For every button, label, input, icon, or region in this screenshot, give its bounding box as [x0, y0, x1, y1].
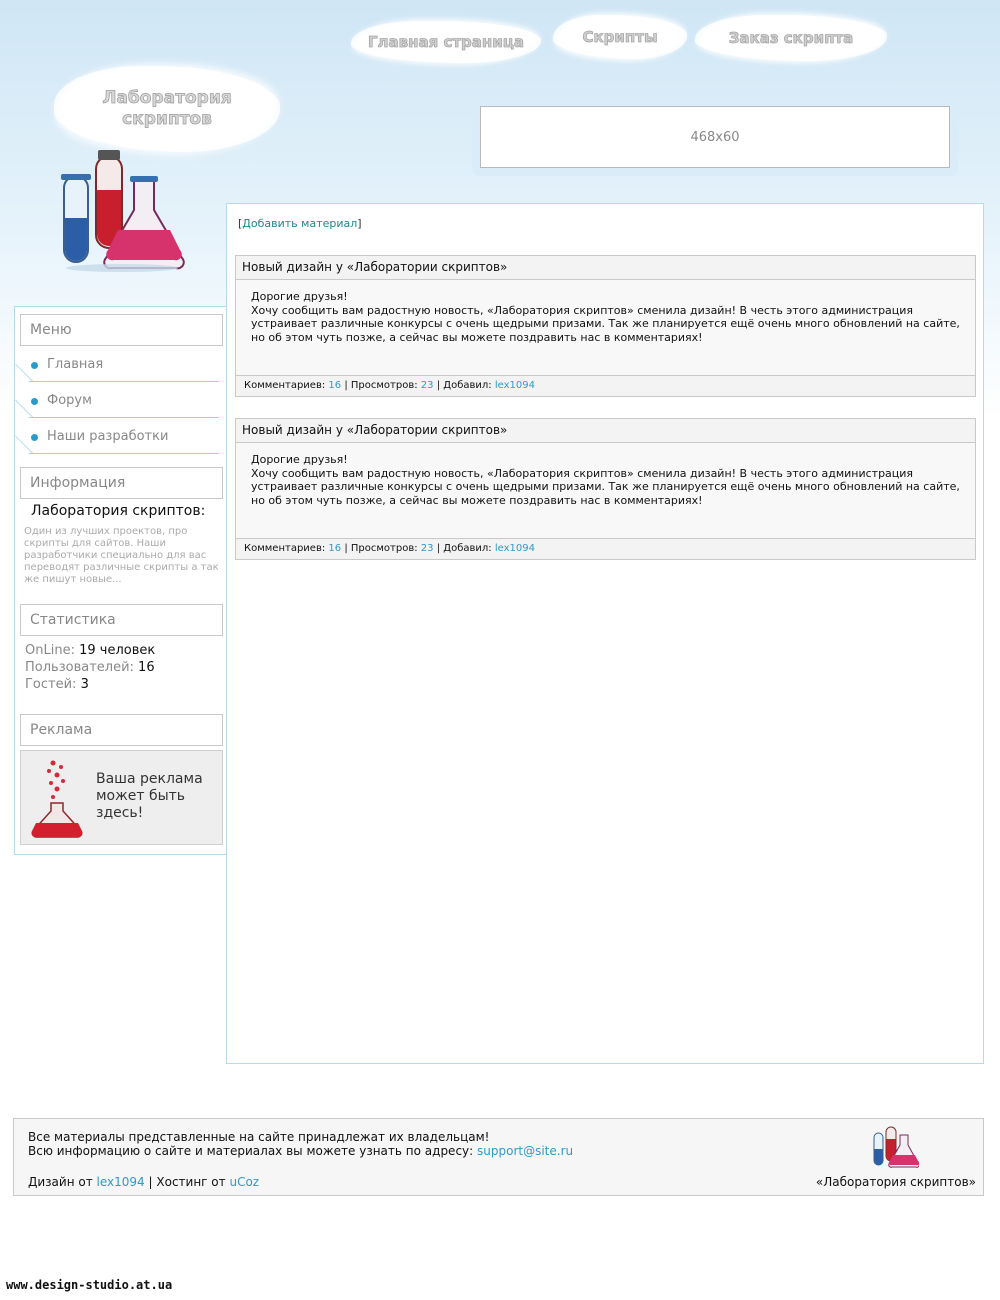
ad-text: Ваша реклама может быть здесь! [96, 771, 203, 821]
ad-box[interactable] [20, 750, 223, 845]
meta-separator: | [436, 543, 441, 554]
stat-guests [25, 677, 89, 692]
nav-order-script[interactable] [700, 16, 882, 60]
views-count: 23 [420, 543, 434, 554]
post-text: Хочу сообщить вам радостную новость, «Лаборатория скриптов» сменила дизайн! В честь этого администрация устраивает различные конкурсы с очень щедрыми призами. Так же планируется ещё очень много обновлений на сайте, но об этом чуть позже, а сейчас вы можете поздравить нас в комментариях! [251, 303, 960, 344]
post-title[interactable]: Новый дизайн у «Лаборатории скриптов» [236, 419, 975, 443]
nav-main-page-label: Главная страница [367, 33, 525, 51]
menu-title: Меню [20, 314, 223, 346]
sidebar-item-label: Наши разработки [47, 429, 169, 444]
banner-frame [472, 98, 958, 176]
sidebar-item-our-developments[interactable] [29, 428, 219, 454]
footer-site-name: «Лаборатория скриптов» [815, 1175, 976, 1189]
info-heading: Лаборатория скриптов: [31, 503, 206, 519]
add-material [238, 217, 362, 230]
stat-value: 3 [80, 677, 89, 692]
stat-label: Пользователей: [25, 660, 134, 675]
news-post [235, 255, 976, 397]
stat-users [25, 660, 155, 675]
post-greeting: Дорогие друзья! [251, 453, 348, 466]
post-greeting: Дорогие друзья! [251, 290, 348, 303]
post-body [236, 443, 975, 538]
nav-scripts-label: Скрипты [582, 28, 658, 46]
author-link[interactable]: lex1094 [494, 543, 535, 554]
views-count: 23 [420, 380, 434, 391]
news-post [235, 418, 976, 560]
meta-separator: | [344, 543, 348, 554]
sidebar [14, 306, 227, 855]
sidebar-item-forum[interactable] [29, 392, 219, 418]
design-author-link[interactable]: lex1094 [96, 1175, 145, 1189]
info-title: Информация [20, 467, 223, 499]
nav-main-page[interactable] [356, 22, 536, 62]
footer-contact-text: Всю информацию о сайте и материалах вы можете узнать по адресу: [28, 1144, 474, 1158]
sidebar-item-label: Главная [47, 357, 104, 372]
banner-468x60[interactable] [480, 106, 950, 168]
hosting-label: Хостинг от [156, 1175, 226, 1189]
stat-online [25, 643, 155, 658]
comments-count[interactable]: 16 [328, 380, 342, 391]
author-label: Добавил: [443, 380, 492, 391]
bracket-close: ] [357, 217, 362, 230]
ads-title: Реклама [20, 714, 223, 746]
post-meta [236, 375, 975, 396]
banner-label: 468x60 [690, 129, 740, 145]
post-meta [236, 538, 975, 559]
design-label: Дизайн от [28, 1175, 93, 1189]
lab-flasks-icon [58, 150, 186, 272]
footer-contact [28, 1144, 573, 1158]
views-label: Просмотров: [350, 543, 418, 554]
logo-line2: скриптов [122, 109, 212, 129]
comments-label: Комментариев: [244, 543, 326, 554]
info-text: Один из лучших проектов, про скрипты для сайтов. Наши разработчики специально для вас переводят различные скрипты а так же пишут новые... [24, 526, 219, 585]
add-material-link[interactable]: Добавить материал [242, 217, 358, 230]
footer-email-link[interactable]: support@site.ru [477, 1144, 574, 1158]
comments-label: Комментариев: [244, 380, 326, 391]
meta-separator: | [344, 380, 348, 391]
meta-separator: | [436, 380, 441, 391]
hosting-link[interactable]: uCoz [229, 1175, 260, 1189]
comments-count[interactable]: 16 [328, 543, 342, 554]
footer-rights: Все материалы представленные на сайте принадлежат их владельцам! [28, 1130, 490, 1144]
watermark: www.design-studio.at.ua [6, 1278, 173, 1292]
sidebar-item-home[interactable] [29, 356, 219, 382]
stat-label: OnLine: [25, 643, 75, 658]
footer-flasks-icon [871, 1123, 919, 1171]
sidebar-item-label: Форум [47, 393, 92, 408]
nav-order-script-label: Заказ скрипта [728, 29, 854, 47]
stats-title: Статистика [20, 604, 223, 636]
stat-value: 16 [138, 660, 155, 675]
post-text: Хочу сообщить вам радостную новость, «Лаборатория скриптов» сменила дизайн! В честь этого администрация устраивает различные конкурсы с очень щедрыми призами. Так же планируется ещё очень много обновлений на сайте, но об этом чуть позже, а сейчас вы можете поздравить нас в комментариях! [251, 466, 960, 507]
post-body [236, 280, 975, 375]
red-flask-icon [27, 757, 87, 841]
bracket-open: [ [238, 217, 243, 230]
logo-line1: Лаборатория [102, 88, 232, 108]
footer [13, 1118, 984, 1196]
author-label: Добавил: [443, 543, 492, 554]
site-logo[interactable] [60, 68, 274, 150]
main-content [226, 203, 984, 1064]
stat-value: 19 человек [79, 643, 156, 658]
footer-separator: | [148, 1175, 153, 1189]
author-link[interactable]: lex1094 [494, 380, 535, 391]
footer-credits [28, 1175, 259, 1189]
nav-scripts[interactable] [558, 16, 682, 58]
post-title[interactable]: Новый дизайн у «Лаборатории скриптов» [236, 256, 975, 280]
stat-label: Гостей: [25, 677, 77, 692]
views-label: Просмотров: [350, 380, 418, 391]
